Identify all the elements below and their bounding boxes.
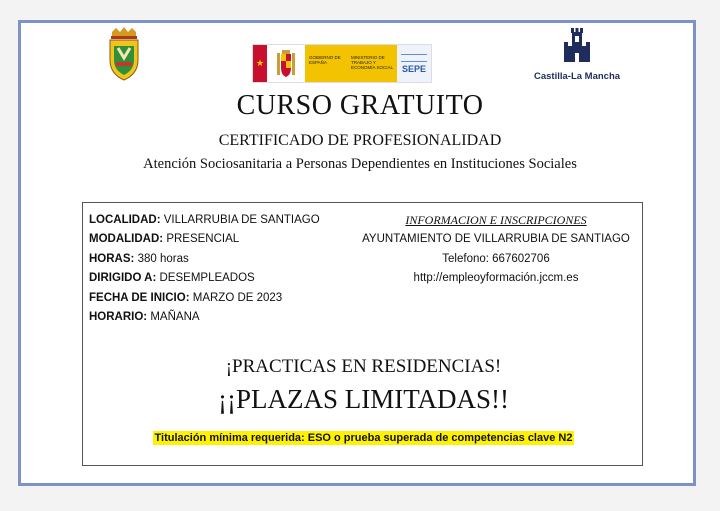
detail-label: LOCALIDAD:: [89, 214, 161, 226]
certificate-subtitle: CERTIFICADO DE PROFESIONALIDAD: [218, 132, 502, 149]
castilla-la-mancha-logo: [534, 26, 620, 82]
detail-row-localidad: [89, 211, 320, 230]
detail-value: DESEMPLEADOS: [159, 272, 255, 285]
contact-website-link[interactable]: http://empleoyformación.jccm.es: [413, 272, 579, 285]
practicas-announcement: ¡PRACTICAS EN RESIDENCIAS!: [225, 356, 502, 377]
contact-phone: Telefono: 667602706: [442, 252, 550, 265]
detail-row-fecha-inicio: [89, 289, 320, 308]
detail-value: 380 horas: [137, 252, 189, 265]
detail-row-horario: [89, 308, 320, 327]
detail-label: MODALIDAD:: [89, 233, 164, 246]
detail-label: HORAS:: [89, 252, 135, 265]
castle-emblem-icon: [562, 26, 592, 64]
sepe-label: SEPE: [401, 63, 426, 74]
detail-value: VILLARRUBIA DE SANTIAGO: [163, 214, 320, 226]
spain-shield-icon: [267, 45, 305, 82]
page-title: CURSO GRATUITO: [236, 90, 484, 121]
detail-value: PRESENCIAL: [166, 233, 240, 246]
course-details-list: [89, 211, 320, 327]
contact-title: INFORMACION E INSCRIPCIONES: [405, 213, 587, 227]
detail-row-modalidad: [89, 230, 320, 249]
gov-spain-label: GOBIERNO DE ESPAÑA: [309, 55, 341, 65]
sepe-logo: [397, 45, 431, 82]
detail-row-horas: [89, 250, 320, 269]
detail-value: MAÑANA: [150, 311, 200, 324]
minimum-qualification-note: Titulación mínima requerida: ESO o prueba superada de competencias clave N2: [154, 432, 573, 444]
sepe-emblem-icon: [401, 54, 427, 62]
ministry-label: MINISTERIO DE TRABAJO Y ECONOMÍA SOCIAL: [351, 55, 394, 70]
detail-value: MARZO DE 2023: [192, 291, 283, 304]
course-info-box: [82, 202, 643, 466]
contact-block: [359, 211, 633, 289]
municipal-coat-of-arms-logo: [106, 26, 142, 82]
clm-label: Castilla-La Mancha: [534, 71, 621, 82]
contact-organization: AYUNTAMIENTO DE VILLARRUBIA DE SANTIAGO: [362, 233, 630, 246]
detail-label: HORARIO:: [89, 311, 148, 324]
detail-label: FECHA DE INICIO:: [89, 291, 190, 304]
plazas-limitadas-announcement: ¡¡PLAZAS LIMITADAS!!: [217, 384, 510, 414]
detail-label: DIRIGIDO A:: [89, 272, 157, 285]
requirement-wrapper: [83, 428, 644, 446]
government-sepe-logo: [252, 44, 432, 83]
course-name: Atención Sociosanitaria a Personas Dependientes en Instituciones Sociales: [143, 156, 577, 172]
eu-stars-icon: ★: [253, 45, 267, 82]
ministry-text-block: [305, 45, 397, 82]
detail-row-dirigido: [89, 269, 320, 288]
